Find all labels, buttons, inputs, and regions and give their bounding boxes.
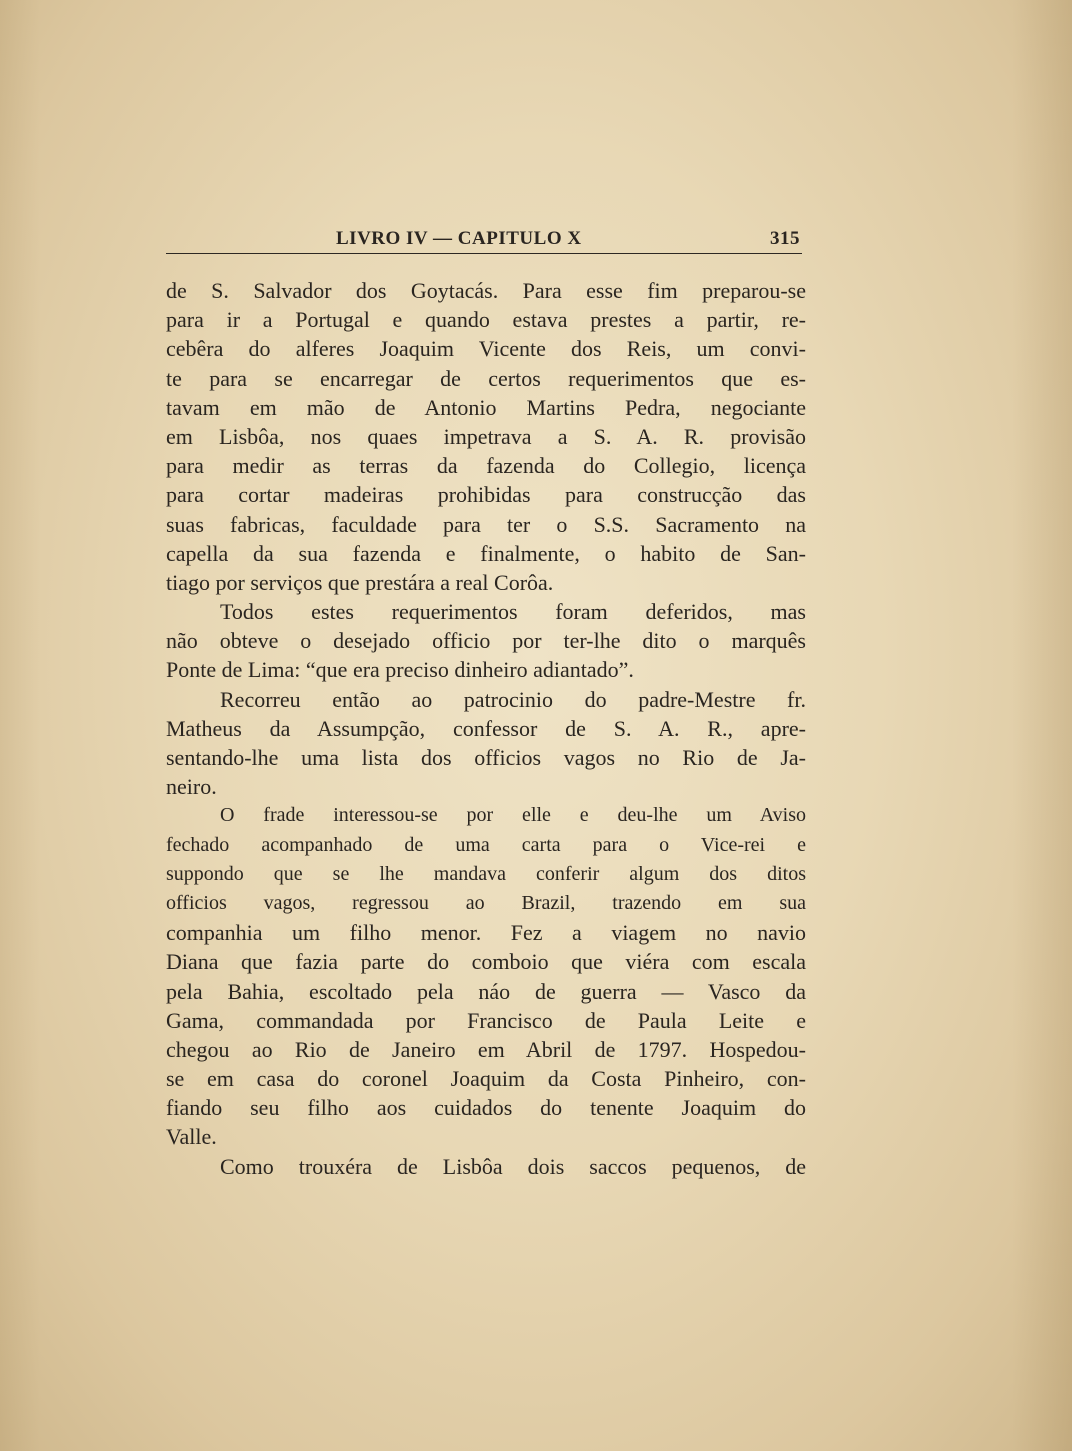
text-line: capella da sua fazenda e finalmente, o habito de San-: [166, 540, 806, 566]
text-line: em Lisbôa, nos quaes impetrava a S. A. R. provisão: [166, 423, 806, 449]
text-line: chegou ao Rio de Janeiro em Abril de 1797. Hospedou-: [166, 1036, 806, 1062]
text-line: fiando seu filho aos cuidados do tenente Joaquim do: [166, 1095, 806, 1121]
text-line: Como trouxéra de Lisbôa dois saccos pequenos, de: [220, 1153, 806, 1179]
running-header: [166, 226, 800, 254]
text-line: suas fabricas, faculdade para ter o S.S. Sacramento na: [166, 511, 806, 537]
text-line: de S. Salvador dos Goytacás. Para esse fim preparou-se: [166, 278, 806, 303]
text-line: Valle.: [166, 1124, 217, 1150]
text-line: cebêra do alferes Joaquim Vicente dos Reis, um convi-: [166, 336, 806, 362]
text-line: para medir as terras da fazenda do Collegio, licença: [166, 453, 806, 479]
text-line: tavam em mão de Antonio Martins Pedra, negociante: [166, 394, 806, 420]
text-line: O frade interessou-se por elle e deu-lhe um Aviso: [220, 804, 806, 827]
body-text: [166, 276, 806, 1181]
text-line: para cortar madeiras prohibidas para construcção das: [166, 482, 806, 508]
text-line: fechado acompanhado de uma carta para o Vice-rei e: [166, 833, 806, 856]
text-line: tiago por serviços que prestára a real Corôa.: [166, 569, 554, 595]
text-line: te para se encarregar de certos requerimentos que es-: [166, 365, 806, 391]
text-line: Diana que fazia parte do comboio que viéra com escala: [166, 949, 806, 975]
text-line: Recorreu então ao patrocinio do padre-Mestre fr.: [220, 686, 806, 712]
text-line: sentando-lhe uma lista dos officios vagos no Rio de Ja-: [166, 745, 806, 770]
text-line: Gama, commandada por Francisco de Paula Leite e: [166, 1007, 806, 1033]
text-line: para ir a Portugal e quando estava prestes a partir, re-: [166, 307, 806, 333]
text-line: neiro.: [166, 774, 217, 800]
text-line: se em casa do coronel Joaquim da Costa Pinheiro, con-: [166, 1066, 806, 1092]
text-line: Ponte de Lima: “que era preciso dinheiro adiantado”.: [166, 657, 634, 683]
running-title: LIVRO IV — CAPITULO X: [336, 228, 582, 249]
text-line: Matheus da Assumpção, confessor de S. A. R., apre-: [166, 715, 806, 741]
text-line: não obteve o desejado officio por ter-lhe dito o marquês: [166, 628, 806, 654]
page-right-shading: [1012, 0, 1072, 1451]
header-rule: [166, 253, 802, 254]
text-line: officios vagos, regressou ao Brazil, trazendo em sua: [166, 891, 806, 914]
text-line: pela Bahia, escoltado pela náo de guerra — Vasco da: [166, 978, 806, 1004]
text-line: Todos estes requerimentos foram deferidos, mas: [220, 599, 806, 625]
page-number: 315: [770, 228, 800, 249]
text-line: suppondo que se lhe mandava conferir algum dos ditos: [166, 862, 806, 885]
text-line: companhia um filho menor. Fez a viagem no navio: [166, 920, 806, 946]
page-left-shading: [0, 0, 40, 1451]
